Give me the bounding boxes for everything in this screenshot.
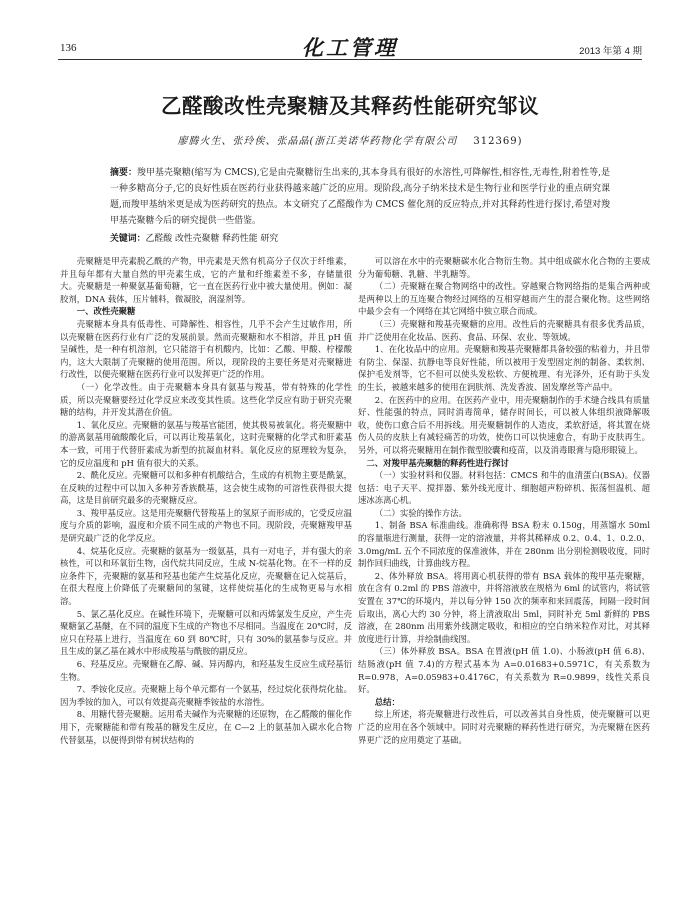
keywords bbox=[110, 231, 610, 247]
page-number: 136 bbox=[60, 42, 77, 54]
issue-label: 2013 年第 4 期 bbox=[579, 46, 642, 57]
body-paragraph: 8、用糖代替壳聚糖。运用希夫碱作为壳聚糖的还原物，在乙醛酸的催化作用下，壳聚糖能和带有羧基的糖发生反应，在 C—2 上的氨基加入碳水化合物代替氨基，以便得到带有树状结构的 bbox=[60, 709, 352, 745]
section-heading: 二、对羧甲基壳聚糖的释药性进行探讨 bbox=[366, 457, 509, 468]
body-paragraph: 2、酰化反应。壳聚糖可以和多种有机酸结合，生成的有机物主要是酰氯，在反映的过程中可以加入多种芳香族酰基，这会使生成物的可溶性获得很大提高，这是目前研究最多的壳聚糖反应。 bbox=[60, 470, 352, 506]
abstract-text: 羧甲基壳聚糖(缩写为 CMCS),它是由壳聚糖衍生出来的,其本身具有很好的水溶性,可降解性,相容性,无毒性,附着性等,是一种多糖高分子,它的良好性质在医药行业获得越来越广泛的应用。现阶段,高分子纳米技术是生物行业和医学行业的重点研究课题,而羧甲基纳米更是成为医药研究的热点。本文研究了乙醛酸作为 CMCS 催化剂的反应特点,并对其释药性进行探讨,希望对羧甲基壳聚糖今后的研究提供一些借鉴。 bbox=[110, 168, 611, 226]
keywords-text: 乙醛酸 改性壳聚糖 释药性能 研究 bbox=[145, 234, 279, 244]
body-left-column bbox=[60, 255, 352, 746]
body-paragraph: （一）化学改性。由于壳聚糖本身具有氨基与羧基，带有特殊的化学性质，所以壳聚糖要经过化学反应来改变其性质。这些化学反应有助于研究壳聚糖的结构，并开发其潜在价值。 bbox=[60, 381, 352, 418]
postal-code: 312369) bbox=[473, 136, 523, 147]
abstract bbox=[110, 165, 610, 229]
article-title: 乙醛酸改性壳聚糖及其释药性能研究邹议 bbox=[161, 94, 539, 118]
body-paragraph: 5、氯乙基化反应。在碱性环境下，壳聚糖可以和丙烯氯发生反应，产生壳聚糖氯乙基醚，在不同的温度下生成的产物也不尽相同。当温度在 20℃时，反应只在羟基上进行，当温度在 60 到 80℃时，只有 30%的氨基参与反应。并且生成的氯乙基在减水中形成羧基与酰胺的副反应。 bbox=[60, 608, 352, 657]
body-paragraph: 3、羧甲基反应。这是用壳聚糖代替羧基上的氢原子而形成的，它受反应温度与介质的影响，温度和介质不同生成的产物也不同。现阶段，壳聚糖羧甲基是研究最广泛的化学反应。 bbox=[60, 507, 352, 544]
body-paragraph: 可以溶在水中的壳聚糖碳水化合物衍生物。其中组成碳水化合物的主要成分为葡萄糖、乳糖、半乳糖等。 bbox=[358, 256, 650, 279]
body-paragraph: （三）壳聚糖和羧基壳聚糖的应用。改性后的壳聚糖具有很多优秀品质，并广泛使用在化妆品、医药、食品、环保、农业、等领域。 bbox=[358, 318, 650, 342]
journal-logo: 化工管理 bbox=[302, 35, 398, 60]
body-paragraph: 壳聚糖本身具有低毒性、可降解性、相容性，几乎不会产生过敏作用，所以壳聚糖在医药行业有广泛的发展前景。然而壳聚糖和水不相溶，并且 pH 值呈碱性，是一种有机溶剂，它只能溶于有机酸内，比如：乙酸、甲酸、柠檬酸内，这大大限制了壳聚糖的使用范围。所以，现阶段的主要任务是对壳聚糖进行改性，以便壳聚糖在医药行业可以发挥更广泛的作用。 bbox=[60, 318, 352, 380]
section-heading: 一、改性壳聚糖 bbox=[76, 306, 136, 317]
body-paragraph: 综上所述，将壳聚糖进行改性后，可以改善其自身性质，使壳聚糖可以更广泛的应用在各个领域中。同时对壳聚糖的释药性进行研究，为壳聚糖在医药界更广泛的应用奠定了基础。 bbox=[358, 709, 650, 745]
body-paragraph: 1、在化妆品中的应用。壳聚糖和羧基壳聚糖都具备较强的粘着力，并且带有防尘、保湿、抗静电等良好性能，所以被用于发型固定剂的制备、柔软剂、保护毛发剂等，它不但可以使头发松软、方便梳理、有光泽外，还有助于头发的生长，被越来越多的使用在润肤剂、洗发香波、固发摩丝等产品中。 bbox=[358, 344, 650, 392]
keywords-label: 关键词： bbox=[110, 234, 146, 244]
body-paragraph: 1、氧化反应。壳聚糖的氨基与羧基官能团，使其极易被氧化。将壳聚糖中的游离氨基用硫酸酸化后，可以再让羧基氧化，这时壳聚糖的化学式和肝素基本一致，可用于代替肝素成为新型的抗凝血材料。氧化反应的原理较为复杂，它的反应温度和 pH 值有很大的关系。 bbox=[60, 419, 352, 468]
body-paragraph: 7、季铵化反应。壳聚糖上每个单元都有一个氨基，经过烷化获得烷化盐。因为季铵的加入，可以有效提高壳聚糖季铵盐的水溶性。 bbox=[60, 684, 352, 707]
article-authors bbox=[0, 132, 700, 147]
abstract-label: 摘要： bbox=[110, 168, 137, 178]
body-paragraph: （三）体外释放 BSA。BSA 在胃液(pH 值 1.0)、小肠液(pH 值 6.8)、结肠液(pH 值 7.4)的方程式基本为 A=0.01683+0.5971C，有关系数为 R=0.978，A=0.05983+0.4176C，有关系数为 R=0.9899，线性关系良好。 bbox=[358, 646, 650, 695]
author-names: 廖腾火生、张玲俟、张晶晶(浙江美诺华药物化学有限公司 bbox=[177, 136, 458, 147]
page-header bbox=[0, 0, 700, 66]
body-paragraph: 6、羟基反应。壳聚糖在乙醇、碱、异丙醇内，和羟基发生反应生成羟基衍生物。 bbox=[60, 659, 352, 682]
body-right-column bbox=[358, 255, 650, 746]
body-paragraph: 壳聚糖是甲壳素脱乙酰的产物，甲壳素是天然有机高分子仅次于纤维素，并且每年都有大量自然的甲壳素生成，它的产量和纤维素差不多，存储量很大。壳聚糖是一种聚氨基葡萄糖，它一直在医药行业中被大量使用。例如：凝胶剂，DNA 载体，压片辅料，微凝胶，润湿剂等。 bbox=[60, 256, 352, 304]
body-paragraph: 4、烷基化反应。壳聚糖的氨基为一级氨基，具有一对电子，并有强大的亲核性，可以和环氧衍生物，卤代烷共同反应，生成 N-烷基化物。在不一样的反应条件下，壳聚糖的氨基和羟基也能产生烷基化反应，壳聚糖在记入烷基后，在很大程度上价降低了壳聚糖间的氢键，这样使烷基化的生成物更易与水相溶。 bbox=[60, 545, 352, 607]
header-divider bbox=[58, 59, 642, 60]
section-heading: 总结： bbox=[374, 696, 400, 707]
body-paragraph: 2、在医药中的应用。在医药产业中，用壳聚糖制作的手术缝合线具有质量好、性能强的特点，同时消毒简单，储存时间长，可以被人体组织液降解吸收，使伤口愈合后不用拆线。用壳聚糖制作的人造皮，柔软舒适，将其置在烧伤人员的皮肤上有减轻痛苦的功效，使伤口可以快速愈合，有助于皮肤再生。另外，可以将壳聚糖用在制作微型胶囊和疫苗，以及消毒眼膏与隐形眼镜上。 bbox=[358, 394, 650, 455]
body-paragraph: 1、制备 BSA 标准曲线。准确称得 BSA 粉末 0.150g，用蒸馏水 50ml 的容量瓶进行测量，获得一定的溶液量，并将其稀释成 0.2、0.4、1、0.2.0、3.0mg/mL 五个不同浓度的保准液体，并在 280nm 出分别检测吸收度，同时制作回归曲线，计算曲线方程。 bbox=[358, 520, 650, 569]
body-paragraph: （二）实验的操作方法。 bbox=[374, 507, 467, 518]
body-paragraph: （一）实验材料和仪器。材料包括：CMCS 和牛的血清蛋白(BSA)。仪器包括：电子天平、搅拌器、紫外线光度计、细胞超声粉碎机、振荡恒温机、超速冰冻离心机。 bbox=[358, 470, 650, 506]
body-paragraph: 2、体外释放 BSA。将用离心机获得的带有 BSA 载体的羧甲基壳聚糖，放在含有 0.2ml 的 PBS 溶液中，并将溶液放在规格为 6ml 的试管内，将试管安置在 37℃的环境内，并以每分钟 150 次的频率和来回震荡，间隔一段时间后取出，离心大约 30 分钟，将上清液取出 5ml，同时补充 5ml 新鲜的 PBS 溶液，在 280nm 出用紫外线测定吸收，和相应的空白纳米粒作对比，对其释放度进行计算，并绘制曲线图。 bbox=[358, 570, 650, 644]
body-paragraph: （二）壳聚糖在聚合物网络中的改性。穿越聚合物网络指的是集合两种或是两种以上的互连聚合物经过网络的互相穿越而产生的混合聚化物。这些网络中最少会有一个网络在其它网络中独立联合而成。 bbox=[358, 281, 650, 317]
